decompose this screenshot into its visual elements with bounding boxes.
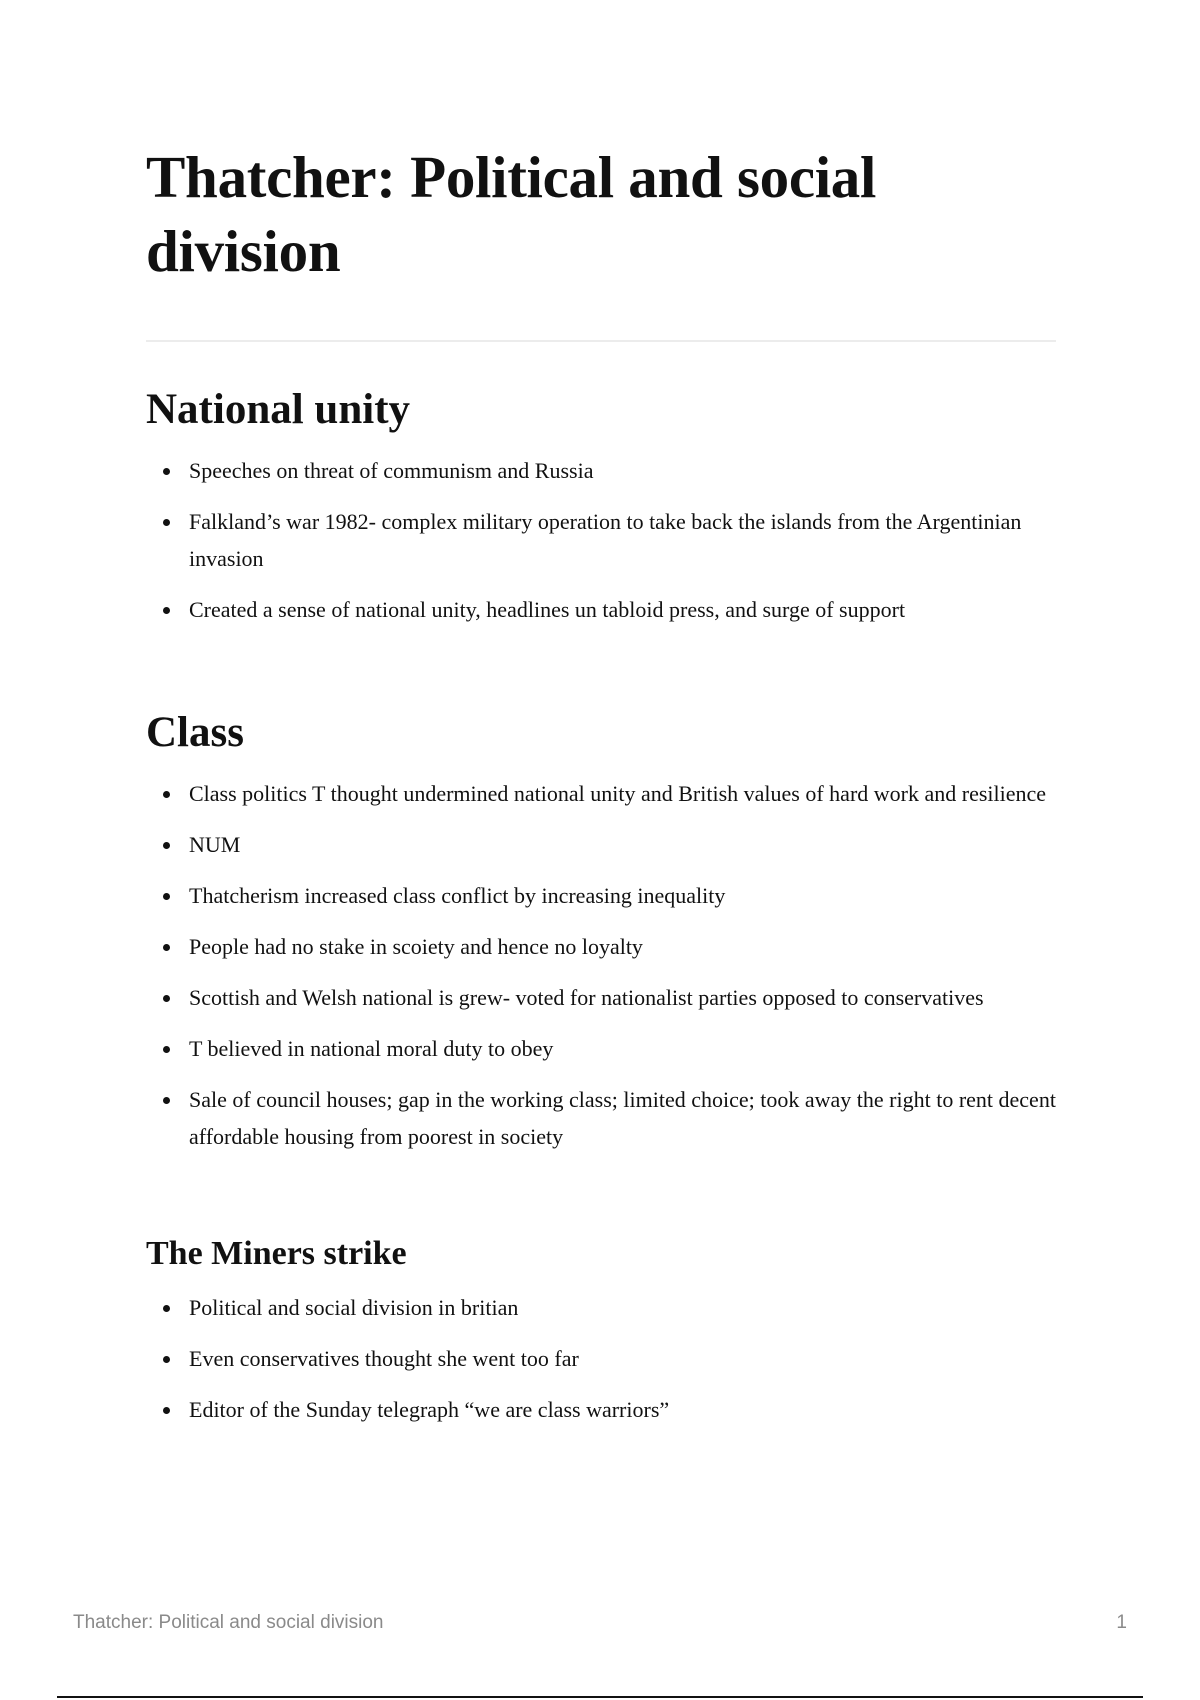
bullet-icon bbox=[163, 944, 170, 951]
footer-title: Thatcher: Political and social division bbox=[73, 1612, 384, 1633]
list-item bbox=[146, 979, 1056, 1016]
bullet-icon bbox=[163, 791, 170, 798]
bullet-icon bbox=[163, 1097, 170, 1104]
page-number: 1 bbox=[1116, 1612, 1127, 1633]
section-class bbox=[146, 707, 1056, 1155]
list-item-text: T believed in national moral duty to obey bbox=[189, 1036, 554, 1061]
list-item bbox=[146, 1081, 1056, 1155]
bullet-list bbox=[146, 775, 1056, 1155]
bullet-icon bbox=[163, 468, 170, 475]
document-title: Thatcher: Political and social division bbox=[146, 144, 877, 284]
section-heading: Class bbox=[146, 709, 244, 756]
list-item-text: People had no stake in scoiety and hence no loyalty bbox=[189, 934, 643, 959]
list-item-text: Sale of council houses; gap in the working class; limited choice; took away the right to rent decent affordable housing from poorest in society bbox=[189, 1087, 1056, 1149]
list-item bbox=[146, 591, 1056, 628]
list-item bbox=[146, 1391, 1056, 1428]
list-item-text: Speeches on threat of communism and Russia bbox=[189, 458, 594, 483]
list-item-text: Thatcherism increased class conflict by increasing inequality bbox=[189, 883, 726, 908]
section-miners-strike bbox=[146, 1233, 1056, 1428]
page-bottom-border bbox=[57, 1696, 1143, 1698]
bullet-icon bbox=[163, 1046, 170, 1053]
list-item-text: Editor of the Sunday telegraph “we are class warriors” bbox=[189, 1397, 670, 1422]
list-item-text: Scottish and Welsh national is grew- voted for nationalist parties opposed to conservatives bbox=[189, 985, 984, 1010]
list-item-text: Even conservatives thought she went too far bbox=[189, 1346, 579, 1371]
page-footer bbox=[73, 1612, 1127, 1636]
list-item-text: Created a sense of national unity, headlines un tabloid press, and surge of support bbox=[189, 597, 906, 622]
list-item-text: Political and social division in britian bbox=[189, 1295, 519, 1320]
section-heading: National unity bbox=[146, 386, 411, 433]
list-item bbox=[146, 928, 1056, 965]
list-item bbox=[146, 503, 1056, 577]
bullet-icon bbox=[163, 1305, 170, 1312]
list-item bbox=[146, 452, 1056, 489]
bullet-icon bbox=[163, 893, 170, 900]
list-item bbox=[146, 1289, 1056, 1326]
list-item bbox=[146, 1030, 1056, 1067]
list-item bbox=[146, 1340, 1056, 1377]
list-item-text: Class politics T thought undermined national unity and British values of hard work and resilience bbox=[189, 781, 1047, 806]
bullet-icon bbox=[163, 519, 170, 526]
title-divider bbox=[146, 340, 1056, 342]
list-item-text: Falkland’s war 1982- complex military operation to take back the islands from the Argentinian invasion bbox=[189, 509, 1022, 571]
list-item bbox=[146, 826, 1056, 863]
section-national-unity bbox=[146, 384, 1056, 628]
bullet-list bbox=[146, 1289, 1056, 1428]
bullet-icon bbox=[163, 607, 170, 614]
list-item bbox=[146, 877, 1056, 914]
page-content bbox=[146, 140, 1056, 1442]
list-item-text: NUM bbox=[189, 832, 241, 857]
bullet-list bbox=[146, 452, 1056, 628]
section-heading: The Miners strike bbox=[146, 1235, 407, 1272]
bullet-icon bbox=[163, 1356, 170, 1363]
bullet-icon bbox=[163, 995, 170, 1002]
bullet-icon bbox=[163, 1407, 170, 1414]
list-item bbox=[146, 775, 1056, 812]
bullet-icon bbox=[163, 842, 170, 849]
